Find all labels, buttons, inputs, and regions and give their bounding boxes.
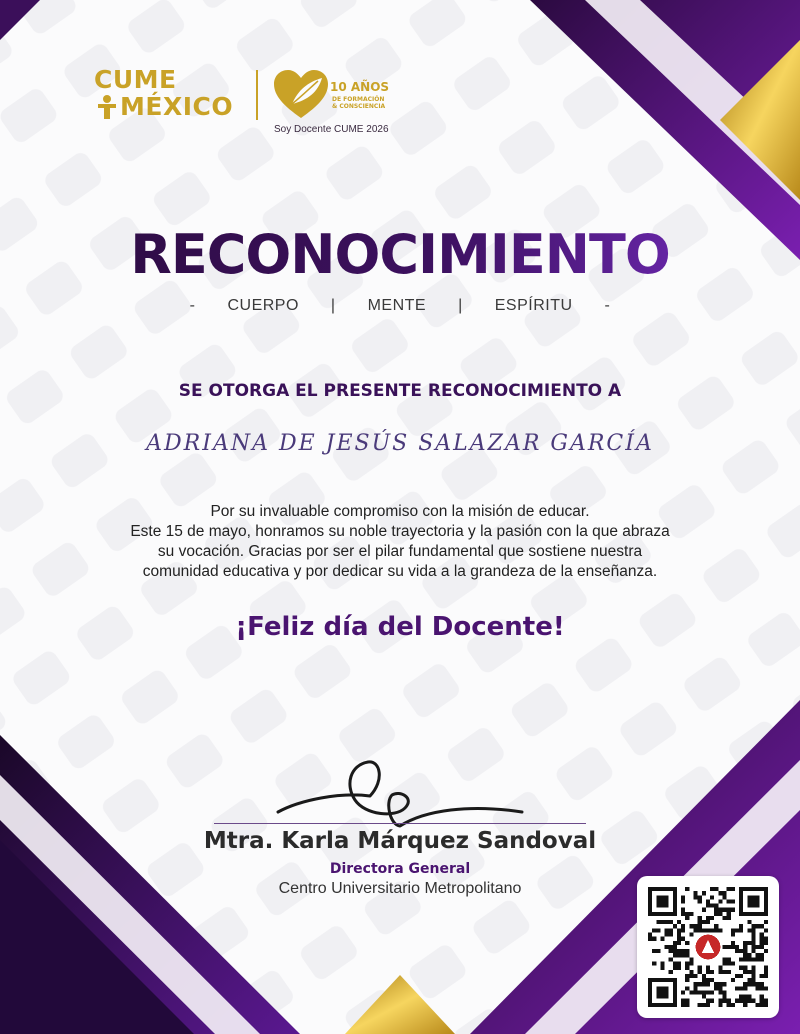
values-sep-2: | <box>458 297 463 314</box>
body-line-1: Por su invaluable compromiso con la misión de educar. <box>210 503 590 520</box>
logo-badge-sub-2: & CONSCIENCIA <box>332 103 386 110</box>
logo-badge-subtitle <box>332 96 385 110</box>
value-mente: MENTE <box>367 297 427 314</box>
logo-divider <box>256 70 258 120</box>
signer-name: Mtra. Karla Márquez Sandoval <box>203 828 597 854</box>
values-dash-left: - <box>189 297 196 314</box>
qr-finder-2 <box>739 887 768 916</box>
body-line-4: comunidad educativa y por dedicar su vida a la grandeza de la enseñanza. <box>142 563 658 580</box>
logo-brand-line1: CUME <box>94 65 177 94</box>
values-sep-1: | <box>330 297 336 314</box>
values-dash-right: - <box>604 297 611 314</box>
qr-card[interactable] <box>637 876 779 1018</box>
signature-line <box>214 823 586 824</box>
qr-finder-3 <box>648 978 677 1007</box>
logo-badge-years: 10 AÑOS <box>330 80 390 94</box>
recipient-name: ADRIANA DE JESÚS SALAZAR GARCÍA <box>146 431 654 456</box>
grant-line: SE OTORGA EL PRESENTE RECONOCIMIENTO A <box>178 381 622 401</box>
value-espiritu: ESPÍRITU <box>494 297 573 314</box>
body-line-3: su vocación. Gracias por ser el pilar fundamental que sostiene nuestra <box>157 543 643 560</box>
qr-code-icon[interactable] <box>648 887 768 1007</box>
logo-wordmark <box>94 66 233 120</box>
logo-caption: Soy Docente CUME 2026 <box>274 124 389 135</box>
body-text <box>60 502 740 582</box>
signer-role: Directora General <box>329 861 471 877</box>
signer-organization: Centro Universitario Metropolitano <box>278 880 522 897</box>
logo-badge-sub-1: DE FORMACIÓN <box>332 96 385 103</box>
logo-brand-line2: MÉXICO <box>120 92 234 121</box>
heart-leaf-icon <box>272 68 330 122</box>
value-cuerpo: CUERPO <box>227 297 299 314</box>
values-line <box>0 297 800 315</box>
certificate-title: RECONOCIMIENTO <box>0 222 800 288</box>
red-shield-logo-icon <box>694 933 723 962</box>
body-line-2: Este 15 de mayo, honramos su noble trayectoria y la pasión con la que abraza <box>130 523 670 540</box>
greeting: ¡Feliz día del Docente! <box>235 612 565 642</box>
qr-finder-1 <box>648 887 677 916</box>
